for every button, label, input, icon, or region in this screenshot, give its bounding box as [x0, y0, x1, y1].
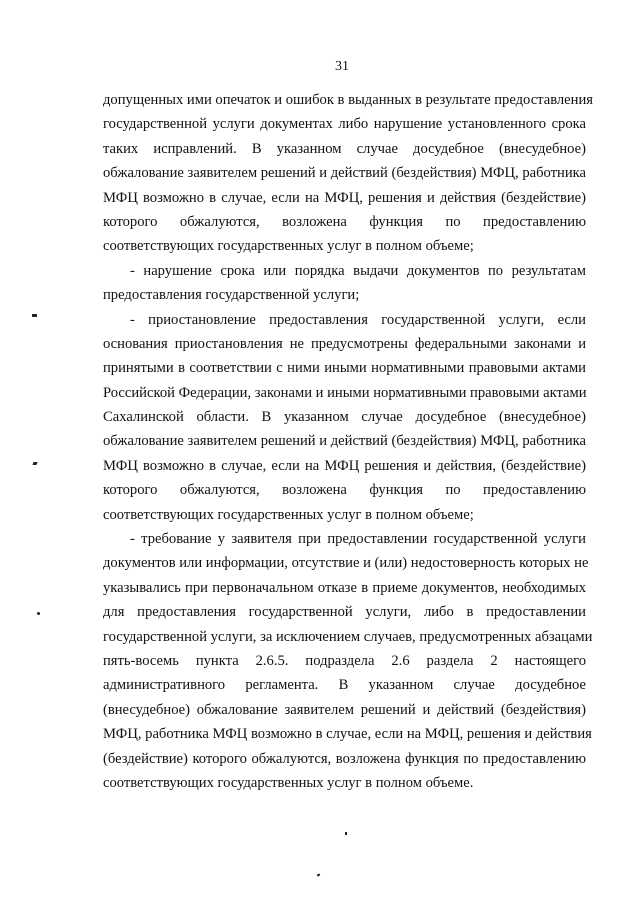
text-line: предоставления государственной услуги;	[103, 287, 360, 304]
text-line: допущенных ими опечаток и ошибок в выданных в результате предоставления	[103, 92, 593, 108]
text-line: соответствующих государственных услуг в полном объеме;	[103, 238, 474, 255]
text-line: - требование у заявителя при предоставлении государственной услуги	[130, 531, 586, 548]
text-line: МФЦ возможно в случае, если на МФЦ решения и действия, (бездействие)	[103, 457, 586, 474]
text-line: принятыми в соответствии с ними иными нормативными правовыми актами	[103, 360, 586, 377]
scan-artifact	[317, 874, 321, 877]
scan-artifact	[37, 612, 40, 615]
text-line: для предоставления государственной услуги, либо в предоставлении	[103, 604, 586, 621]
page-number	[0, 58, 640, 76]
paragraph	[103, 308, 586, 528]
paragraph	[103, 527, 593, 795]
text-line: таких исправлений. В указанном случае досудебное (внесудебное)	[103, 140, 586, 157]
text-line: административного регламента. В указанном случае досудебное	[103, 677, 586, 694]
text-line: соответствующих государственных услуг в полном объеме;	[103, 506, 474, 523]
text-line: государственной услуги документах либо нарушение установленного срока	[103, 116, 586, 133]
text-line: обжалование заявителем решений и действий (бездействия) МФЦ, работника	[103, 165, 586, 182]
text-line: государственной услуги, за исключением случаев, предусмотренных абзацами	[103, 628, 593, 645]
text-line: (бездействие) которого обжалуются, возложена функция по предоставлению	[103, 750, 586, 767]
page-number-text: 31	[335, 59, 349, 74]
scan-artifact	[345, 832, 347, 835]
text-line: соответствующих государственных услуг в полном объеме.	[103, 774, 474, 791]
text-line: МФЦ, работника МФЦ возможно в случае, если на МФЦ, решения и действия	[103, 726, 592, 743]
text-line: которого обжалуются, возложена функция по предоставлению	[103, 482, 586, 499]
text-line: Сахалинской области. В указанном случае досудебное (внесудебное)	[103, 409, 586, 426]
text-line: Российской Федерации, законами и иными нормативными правовыми актами	[103, 384, 587, 401]
text-line: основания приостановления не предусмотрены федеральными законами и	[103, 335, 586, 352]
scan-artifact	[32, 462, 37, 465]
text-line: обжалование заявителем решений и действий (бездействия) МФЦ, работника	[103, 433, 586, 450]
text-line: - нарушение срока или порядка выдачи документов по результатам	[130, 262, 586, 279]
text-line: пять-восемь пункта 2.6.5. подраздела 2.6 раздела 2 настоящего	[103, 652, 586, 669]
text-line: - приостановление предоставления государственной услуги, если	[130, 311, 586, 328]
document-body	[103, 88, 593, 795]
text-line: (внесудебное) обжалование заявителем решений и действий (бездействия)	[103, 701, 586, 718]
paragraph	[103, 259, 586, 308]
text-line: документов или информации, отсутствие и (или) недостоверность которых не	[103, 555, 589, 572]
paragraph	[103, 88, 593, 259]
text-line: указывались при первоначальном отказе в приеме документов, необходимых	[103, 579, 586, 596]
text-line: МФЦ возможно в случае, если на МФЦ, решения и действия (бездействие)	[103, 189, 586, 206]
scan-artifact	[32, 314, 37, 317]
text-line: которого обжалуются, возложена функция по предоставлению	[103, 213, 586, 230]
